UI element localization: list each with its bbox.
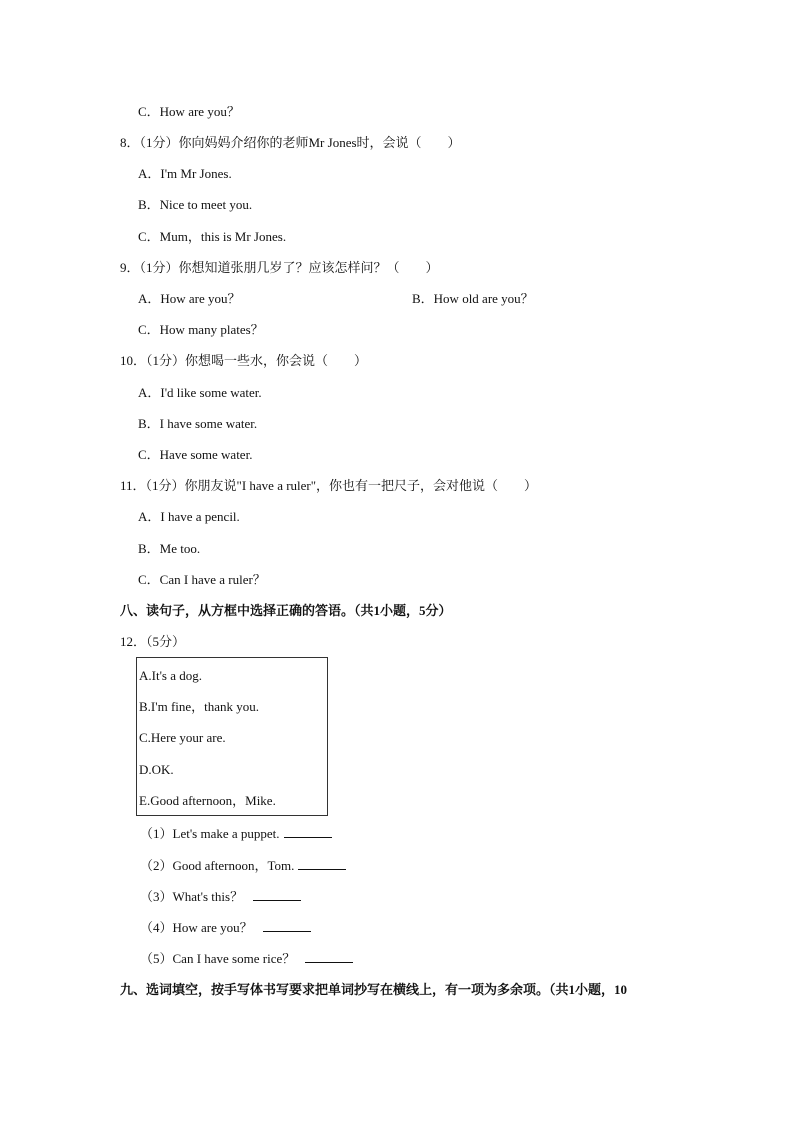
q9-stem: 9．（1分）你想知道张朋几岁了？应该怎样问？（ ） [120, 260, 439, 275]
q12-item-5-text: （5）Can I have some rice？ [140, 951, 296, 966]
q7-option-c: C．How are you？ [138, 104, 240, 119]
q10-option-b: B．I have some water. [138, 416, 258, 431]
q12-item-1 [140, 825, 332, 842]
q12-item-1-text: （1）Let's make a puppet. [140, 826, 280, 841]
answer-choice-box [136, 657, 328, 816]
q12-item-5-blank[interactable] [305, 950, 353, 963]
q8-option-a: A．I'm Mr Jones. [138, 166, 232, 181]
box-option-a: A.It's a dog. [139, 668, 203, 683]
q10-option-a: A．I'd like some water. [138, 385, 262, 400]
q12-item-2-blank[interactable] [298, 857, 346, 870]
q12-item-3-blank[interactable] [253, 888, 301, 901]
q9-option-c: C．How many plates？ [138, 322, 264, 337]
box-option-b: B.I'm fine，thank you. [139, 699, 260, 714]
q12-stem: 12．（5分） [120, 634, 186, 649]
q12-item-4 [140, 919, 311, 936]
box-option-d: D.OK. [139, 762, 174, 777]
q12-item-4-text: （4）How are you？ [140, 920, 253, 935]
q8-stem: 8．（1分）你向妈妈介绍你的老师Mr Jones时，会说（ ） [120, 135, 461, 150]
q12-item-3 [140, 888, 301, 905]
q11-option-b: B．Me too. [138, 541, 201, 556]
q12-item-3-text: （3）What's this？ [140, 889, 244, 904]
q8-option-c: C．Mum，this is Mr Jones. [138, 229, 287, 244]
q9-option-b: B．How old are you？ [412, 291, 534, 306]
q12-item-2-text: （2）Good afternoon，Tom. [140, 858, 295, 873]
box-option-e: E.Good afternoon，Mike. [139, 793, 276, 808]
q12-item-2 [140, 857, 346, 874]
q9-option-a: A．How are you？ [138, 291, 241, 306]
q11-stem: 11．（1分）你朋友说"I have a ruler"，你也有一把尺子，会对他说（ ） [120, 478, 538, 493]
q10-option-c: C．Have some water. [138, 447, 253, 462]
q12-item-4-blank[interactable] [263, 919, 311, 932]
q12-item-5 [140, 950, 353, 967]
section-8-title: 八、读句子，从方框中选择正确的答语。（共1小题，5分） [120, 603, 452, 618]
box-option-c: C.Here your are. [139, 730, 226, 745]
q12-item-1-blank[interactable] [284, 825, 332, 838]
section-9-title: 九、选词填空，按手写体书写要求把单词抄写在横线上，有一项为多余项。（共1小题，10 [120, 982, 628, 997]
q11-option-c: C．Can I have a ruler？ [138, 572, 266, 587]
q8-option-b: B．Nice to meet you. [138, 197, 253, 212]
q10-stem: 10．（1分）你想喝一些水，你会说（ ） [120, 353, 368, 368]
q11-option-a: A．I have a pencil. [138, 509, 240, 524]
